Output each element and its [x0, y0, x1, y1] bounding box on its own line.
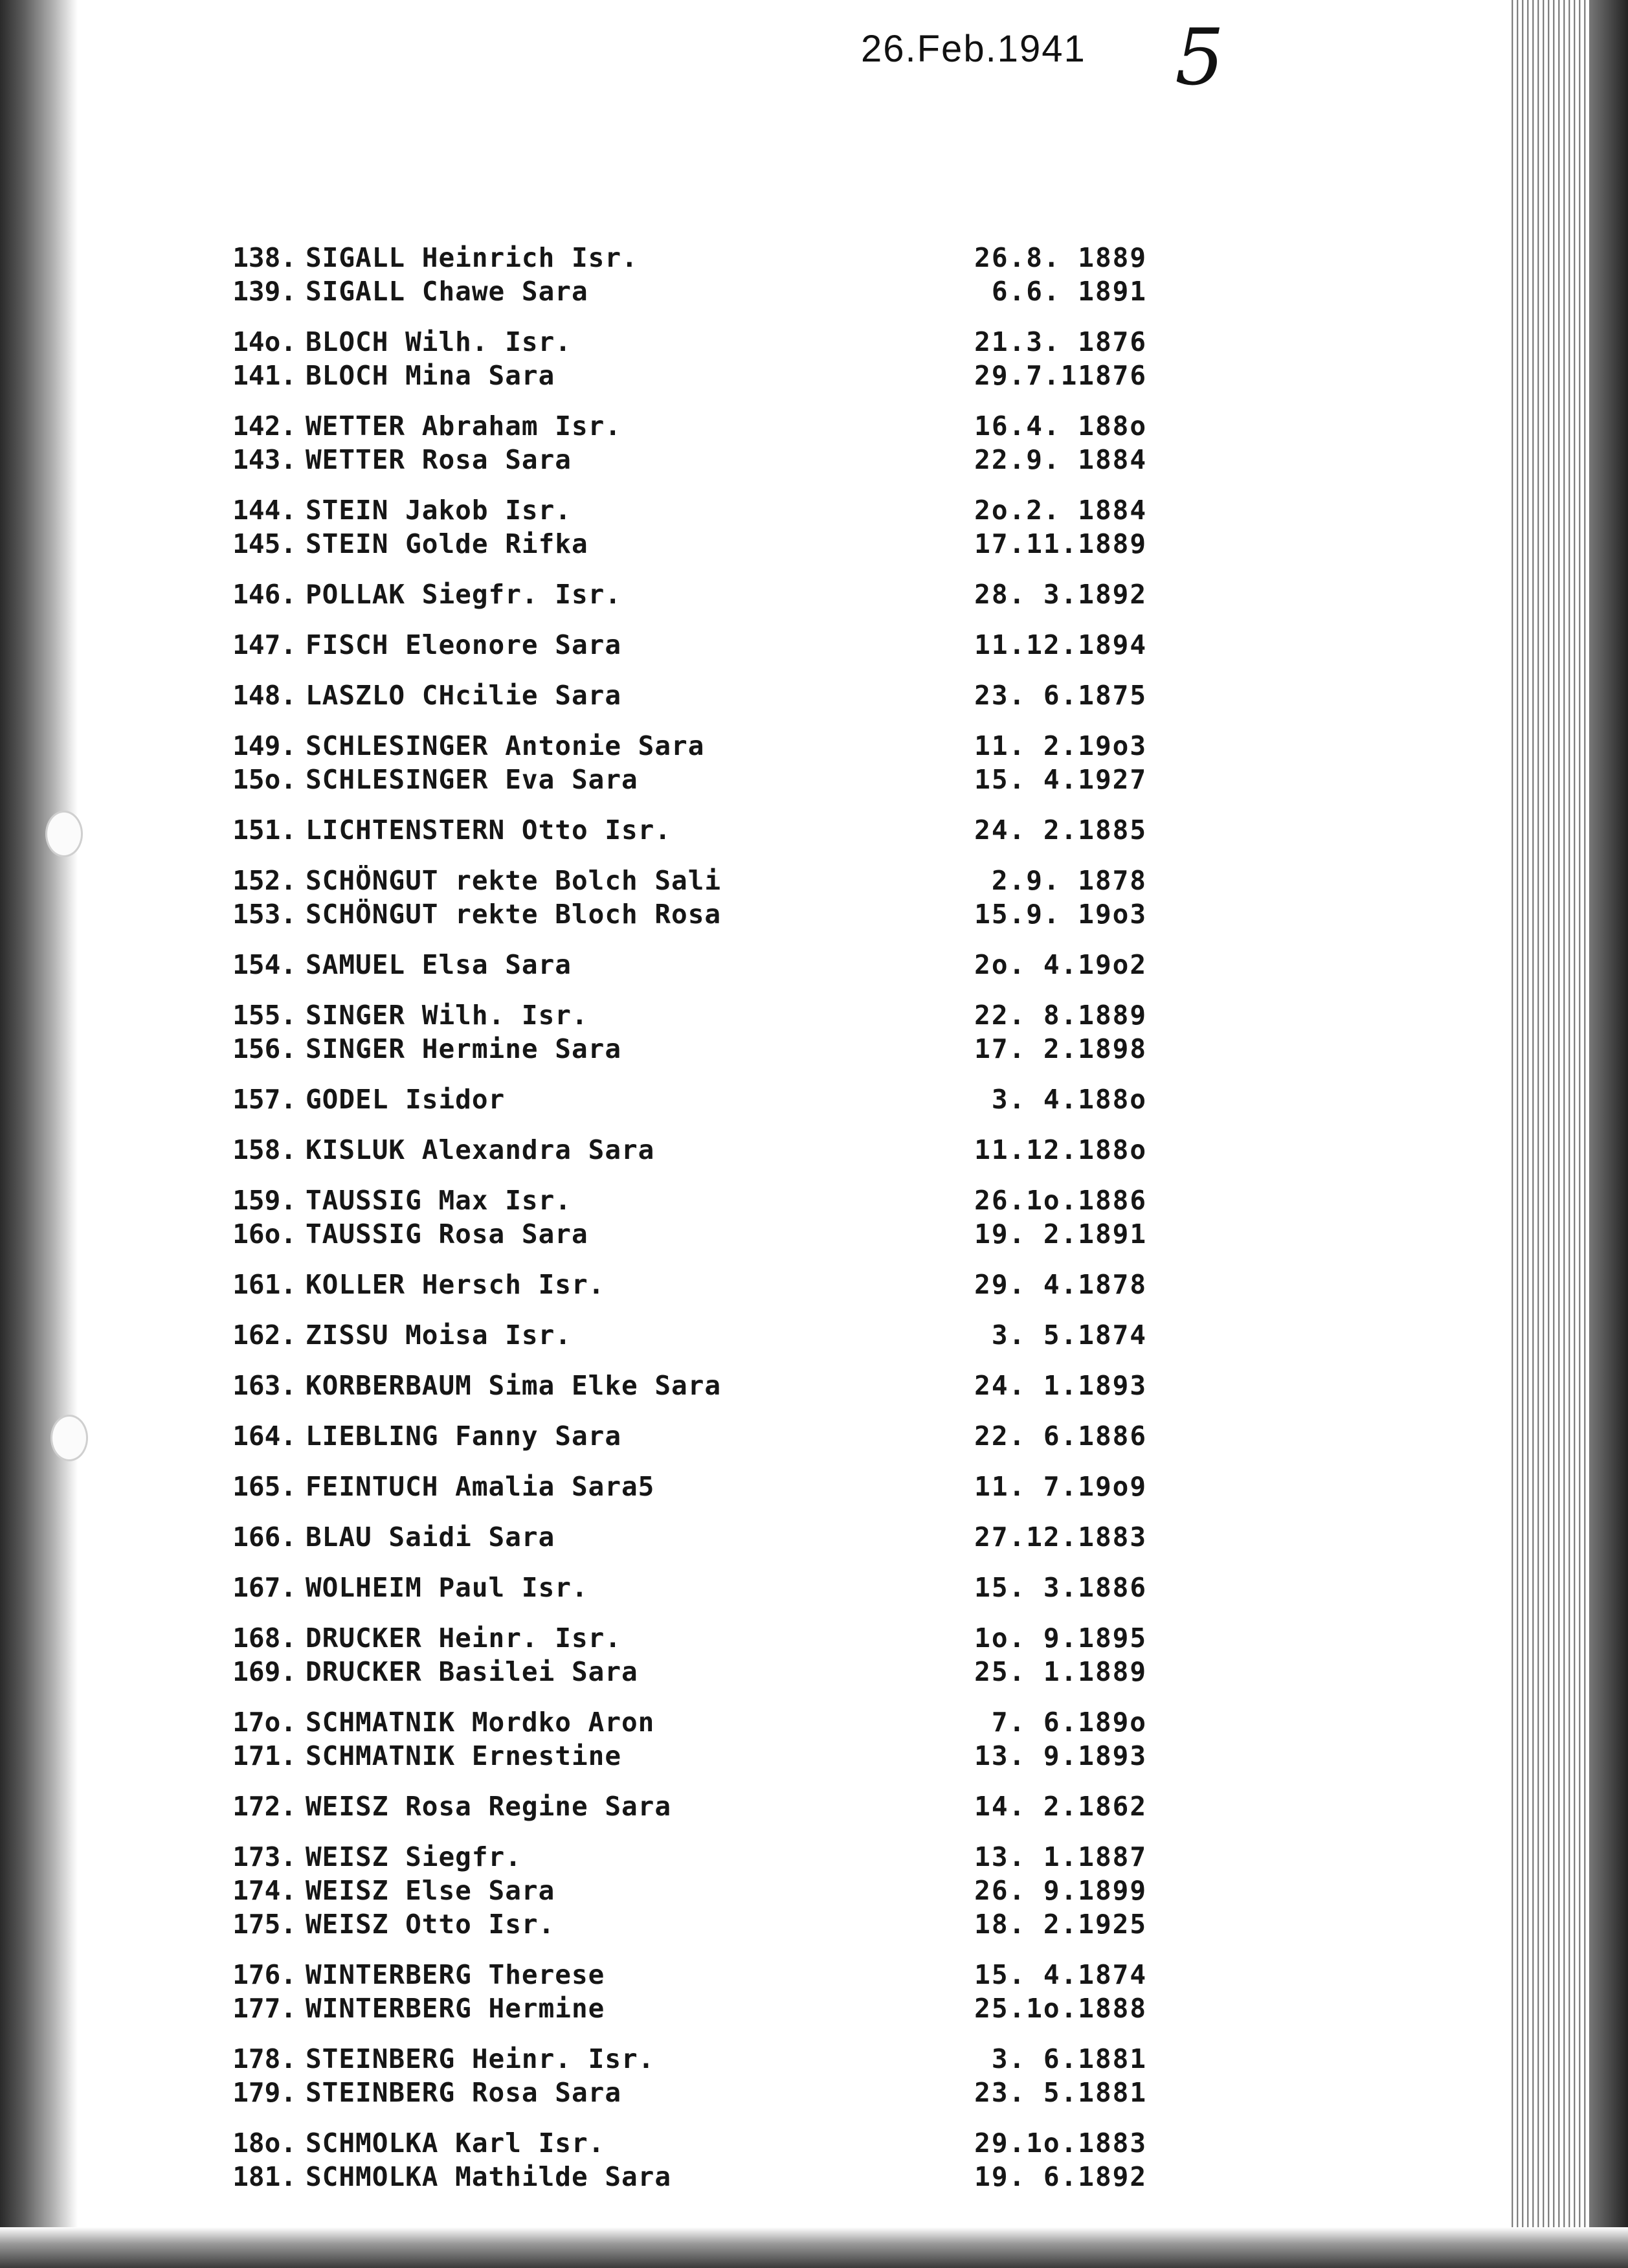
- entry-row: [206, 1520, 1151, 1554]
- entry-row: [206, 1470, 1151, 1503]
- entry-row: [206, 897, 1151, 931]
- entry-number: 178.: [232, 2043, 296, 2074]
- entry-row: [206, 1739, 1151, 1773]
- punch-hole-upper: [45, 811, 83, 857]
- entry-birthdate: 14. 2.1862: [974, 1791, 1147, 1822]
- entry-group: [206, 1470, 1151, 1503]
- entry-number: 157.: [232, 1084, 296, 1115]
- entry-birthdate: 22. 8.1889: [974, 1000, 1147, 1031]
- entry-row: [206, 275, 1151, 308]
- entry-number: 138.: [232, 242, 296, 273]
- entry-group: [206, 493, 1151, 561]
- entry-birthdate: 17. 2.1898: [974, 1033, 1147, 1064]
- entry-name: BLOCH Wilh. Isr.: [306, 326, 572, 357]
- entry-number: 143.: [232, 444, 296, 475]
- entry-row: [206, 998, 1151, 1032]
- entry-name: DRUCKER Basilei Sara: [306, 1656, 638, 1687]
- entry-number: 167.: [232, 1572, 296, 1603]
- entry-group: [206, 1571, 1151, 1604]
- entry-row: [206, 1184, 1151, 1217]
- entry-birthdate: 18. 2.1925: [974, 1909, 1147, 1940]
- entry-name: SIGALL Heinrich Isr.: [306, 242, 638, 273]
- entry-row: [206, 1621, 1151, 1655]
- entry-name: LIEBLING Fanny Sara: [306, 1420, 621, 1452]
- entry-number: 145.: [232, 528, 296, 559]
- entry-group: [206, 1419, 1151, 1453]
- entry-number: 177.: [232, 1993, 296, 2024]
- entry-birthdate: 25.1o.1888: [974, 1993, 1147, 2024]
- entry-birthdate: 29.1o.1883: [974, 2128, 1147, 2159]
- bottom-edge: [0, 2227, 1628, 2268]
- entry-number: 175.: [232, 1909, 296, 1940]
- entry-name: SCHÖNGUT rekte Bolch Sali: [306, 865, 722, 896]
- entry-name: SCHMOLKA Karl Isr.: [306, 2128, 605, 2159]
- entry-group: [206, 1840, 1151, 1941]
- entry-name: TAUSSIG Rosa Sara: [306, 1218, 588, 1250]
- entry-group: [206, 1520, 1151, 1554]
- entry-row: [206, 948, 1151, 982]
- entry-name: KORBERBAUM Sima Elke Sara: [306, 1370, 722, 1401]
- entry-row: [206, 1790, 1151, 1823]
- entry-name: STEINBERG Heinr. Isr.: [306, 2043, 655, 2074]
- entry-row: [206, 578, 1151, 611]
- entry-row: [206, 628, 1151, 662]
- entry-row: [206, 1840, 1151, 1874]
- entry-row: [206, 1268, 1151, 1301]
- entry-birthdate: 2.9. 1878: [991, 865, 1147, 896]
- entry-name: STEIN Golde Rifka: [306, 528, 588, 559]
- entry-birthdate: 13. 1.1887: [974, 1841, 1147, 1872]
- entry-name: WEISZ Siegfr.: [306, 1841, 522, 1872]
- entry-number: 148.: [232, 680, 296, 711]
- entry-number: 152.: [232, 865, 296, 896]
- entry-row: [206, 1992, 1151, 2025]
- entry-name: WEISZ Rosa Regine Sara: [306, 1791, 672, 1822]
- entry-number: 15o.: [232, 764, 296, 795]
- entry-number: 149.: [232, 730, 296, 761]
- entry-birthdate: 15. 3.1886: [974, 1572, 1147, 1603]
- entry-birthdate: 3. 4.188o: [991, 1084, 1147, 1115]
- entry-group: [206, 1790, 1151, 1823]
- entry-name: WEISZ Else Sara: [306, 1875, 555, 1906]
- entry-name: FEINTUCH Amalia Sara5: [306, 1471, 655, 1502]
- entry-name: BLAU Saidi Sara: [306, 1521, 555, 1553]
- entry-birthdate: 23. 6.1875: [974, 680, 1147, 711]
- entry-birthdate: 3. 5.1874: [991, 1319, 1147, 1351]
- entry-name: SINGER Wilh. Isr.: [306, 1000, 588, 1031]
- entry-name: BLOCH Mina Sara: [306, 360, 555, 391]
- entry-row: [206, 763, 1151, 796]
- entry-name: KISLUK Alexandra Sara: [306, 1134, 655, 1165]
- entry-birthdate: 26. 9.1899: [974, 1875, 1147, 1906]
- entry-number: 161.: [232, 1269, 296, 1300]
- entry-group: [206, 1705, 1151, 1773]
- entry-birthdate: 3. 6.1881: [991, 2043, 1147, 2074]
- entry-birthdate: 2o.2. 1884: [974, 495, 1147, 526]
- entry-birthdate: 26.8. 1889: [974, 242, 1147, 273]
- entry-group: [206, 1958, 1151, 2025]
- entry-name: SCHÖNGUT rekte Bloch Rosa: [306, 899, 722, 930]
- entry-row: [206, 241, 1151, 275]
- entry-group: [206, 325, 1151, 392]
- entry-number: 155.: [232, 1000, 296, 1031]
- entry-number: 162.: [232, 1319, 296, 1351]
- entry-row: [206, 1318, 1151, 1352]
- entry-group: [206, 1369, 1151, 1402]
- entry-name: STEIN Jakob Isr.: [306, 495, 572, 526]
- entry-number: 163.: [232, 1370, 296, 1401]
- entry-name: SINGER Hermine Sara: [306, 1033, 621, 1064]
- entry-row: [206, 2126, 1151, 2160]
- entry-birthdate: 17.11.1889: [974, 528, 1147, 559]
- entry-row: [206, 527, 1151, 561]
- entry-number: 166.: [232, 1521, 296, 1553]
- entry-birthdate: 15. 4.1927: [974, 764, 1147, 795]
- entry-number: 139.: [232, 276, 296, 307]
- entry-number: 151.: [232, 814, 296, 846]
- entry-group: [206, 1318, 1151, 1352]
- entry-number: 17o.: [232, 1707, 296, 1738]
- entry-name: FISCH Eleonore Sara: [306, 629, 621, 660]
- entry-name: LASZLO CHcilie Sara: [306, 680, 621, 711]
- entry-name: SCHLESINGER Antonie Sara: [306, 730, 705, 761]
- entry-birthdate: 19. 2.1891: [974, 1218, 1147, 1250]
- entry-name: SIGALL Chawe Sara: [306, 276, 588, 307]
- entry-group: [206, 1083, 1151, 1116]
- entry-row: [206, 2076, 1151, 2109]
- entry-group: [206, 409, 1151, 477]
- entry-birthdate: 22.9. 1884: [974, 444, 1147, 475]
- entry-name: SCHMATNIK Ernestine: [306, 1740, 621, 1771]
- entry-group: [206, 1133, 1151, 1167]
- entry-row: [206, 409, 1151, 443]
- entry-group: [206, 948, 1151, 982]
- entry-number: 172.: [232, 1791, 296, 1822]
- entry-name: STEINBERG Rosa Sara: [306, 2077, 621, 2108]
- entry-row: [206, 813, 1151, 847]
- entry-birthdate: 16.4. 188o: [974, 410, 1147, 442]
- scan-shadow-left: [0, 0, 78, 2268]
- entry-birthdate: 24. 2.1885: [974, 814, 1147, 846]
- entry-row: [206, 679, 1151, 712]
- entry-birthdate: 22. 6.1886: [974, 1420, 1147, 1452]
- entry-birthdate: 11. 7.19o9: [974, 1471, 1147, 1502]
- entry-row: [206, 1958, 1151, 1992]
- entry-row: [206, 359, 1151, 392]
- entry-name: TAUSSIG Max Isr.: [306, 1185, 572, 1216]
- entry-name: GODEL Isidor: [306, 1084, 506, 1115]
- entry-number: 142.: [232, 410, 296, 442]
- entry-birthdate: 28. 3.1892: [974, 579, 1147, 610]
- entry-name: SCHLESINGER Eva Sara: [306, 764, 638, 795]
- entry-number: 154.: [232, 949, 296, 980]
- entry-row: [206, 1032, 1151, 1066]
- entry-name: WINTERBERG Hermine: [306, 1993, 605, 2024]
- entry-number: 164.: [232, 1420, 296, 1452]
- entry-row: [206, 864, 1151, 897]
- entry-row: [206, 729, 1151, 763]
- entry-number: 18o.: [232, 2128, 296, 2159]
- entry-name: WETTER Abraham Isr.: [306, 410, 621, 442]
- entry-row: [206, 1907, 1151, 1941]
- entry-row: [206, 2160, 1151, 2194]
- entry-number: 16o.: [232, 1218, 296, 1250]
- entry-group: [206, 578, 1151, 611]
- entry-name: KOLLER Hersch Isr.: [306, 1269, 605, 1300]
- stamp-date: 26.Feb.1941: [861, 28, 1086, 70]
- entry-group: [206, 241, 1151, 308]
- entry-group: [206, 1268, 1151, 1301]
- entry-birthdate: 13. 9.1893: [974, 1740, 1147, 1771]
- entry-row: [206, 1655, 1151, 1689]
- entry-name: WETTER Rosa Sara: [306, 444, 572, 475]
- entry-birthdate: 24. 1.1893: [974, 1370, 1147, 1401]
- entry-birthdate: 19. 6.1892: [974, 2161, 1147, 2192]
- entry-birthdate: 11.12.1894: [974, 629, 1147, 660]
- entry-birthdate: 7. 6.189o: [991, 1707, 1147, 1738]
- entry-birthdate: 2o. 4.19o2: [974, 949, 1147, 980]
- entry-birthdate: 11. 2.19o3: [974, 730, 1147, 761]
- entry-number: 146.: [232, 579, 296, 610]
- page-edge-shadow: [1589, 0, 1628, 2268]
- entry-number: 173.: [232, 1841, 296, 1872]
- entry-number: 169.: [232, 1656, 296, 1687]
- entry-birthdate: 29.7.11876: [974, 360, 1147, 391]
- entry-row: [206, 1705, 1151, 1739]
- entry-row: [206, 2042, 1151, 2076]
- entry-birthdate: 11.12.188o: [974, 1134, 1147, 1165]
- entry-row: [206, 493, 1151, 527]
- entry-name: POLLAK Siegfr. Isr.: [306, 579, 621, 610]
- entry-name: SCHMOLKA Mathilde Sara: [306, 2161, 672, 2192]
- entry-birthdate: 25. 1.1889: [974, 1656, 1147, 1687]
- entry-number: 179.: [232, 2077, 296, 2108]
- entry-group: [206, 864, 1151, 931]
- entry-group: [206, 679, 1151, 712]
- entry-number: 141.: [232, 360, 296, 391]
- entry-name: SAMUEL Elsa Sara: [306, 949, 572, 980]
- entry-name: ZISSU Moisa Isr.: [306, 1319, 572, 1351]
- entry-list: [206, 241, 1151, 2210]
- entry-group: [206, 2126, 1151, 2194]
- entry-name: LICHTENSTERN Otto Isr.: [306, 814, 672, 846]
- entry-name: WINTERBERG Therese: [306, 1959, 605, 1990]
- entry-number: 181.: [232, 2161, 296, 2192]
- entry-row: [206, 443, 1151, 477]
- entry-row: [206, 1133, 1151, 1167]
- entry-row: [206, 1874, 1151, 1907]
- entry-number: 158.: [232, 1134, 296, 1165]
- entry-group: [206, 2042, 1151, 2109]
- entry-row: [206, 1083, 1151, 1116]
- entry-birthdate: 1o. 9.1895: [974, 1622, 1147, 1654]
- entry-number: 176.: [232, 1959, 296, 1990]
- punch-hole-lower: [50, 1415, 88, 1461]
- entry-name: SCHMATNIK Mordko Aron: [306, 1707, 655, 1738]
- entry-number: 159.: [232, 1185, 296, 1216]
- entry-name: WEISZ Otto Isr.: [306, 1909, 555, 1940]
- entry-row: [206, 1217, 1151, 1251]
- entry-birthdate: 15. 4.1874: [974, 1959, 1147, 1990]
- entry-birthdate: 26.1o.1886: [974, 1185, 1147, 1216]
- entry-name: DRUCKER Heinr. Isr.: [306, 1622, 621, 1654]
- entry-number: 174.: [232, 1875, 296, 1906]
- entry-number: 147.: [232, 629, 296, 660]
- entry-number: 153.: [232, 899, 296, 930]
- entry-number: 156.: [232, 1033, 296, 1064]
- entry-row: [206, 1419, 1151, 1453]
- page-number: 5: [1175, 13, 1225, 103]
- entry-group: [206, 1621, 1151, 1689]
- entry-birthdate: 6.6. 1891: [991, 276, 1147, 307]
- entry-row: [206, 1571, 1151, 1604]
- entry-group: [206, 628, 1151, 662]
- entry-row: [206, 1369, 1151, 1402]
- entry-number: 171.: [232, 1740, 296, 1771]
- entry-number: 14o.: [232, 326, 296, 357]
- entry-birthdate: 23. 5.1881: [974, 2077, 1147, 2108]
- entry-group: [206, 1184, 1151, 1251]
- entry-birthdate: 29. 4.1878: [974, 1269, 1147, 1300]
- entry-birthdate: 15.9. 19o3: [974, 899, 1147, 930]
- entry-number: 168.: [232, 1622, 296, 1654]
- entry-birthdate: 21.3. 1876: [974, 326, 1147, 357]
- entry-group: [206, 729, 1151, 796]
- entry-number: 144.: [232, 495, 296, 526]
- entry-name: WOLHEIM Paul Isr.: [306, 1572, 588, 1603]
- entry-birthdate: 27.12.1883: [974, 1521, 1147, 1553]
- entry-group: [206, 813, 1151, 847]
- entry-row: [206, 325, 1151, 359]
- entry-group: [206, 998, 1151, 1066]
- entry-number: 165.: [232, 1471, 296, 1502]
